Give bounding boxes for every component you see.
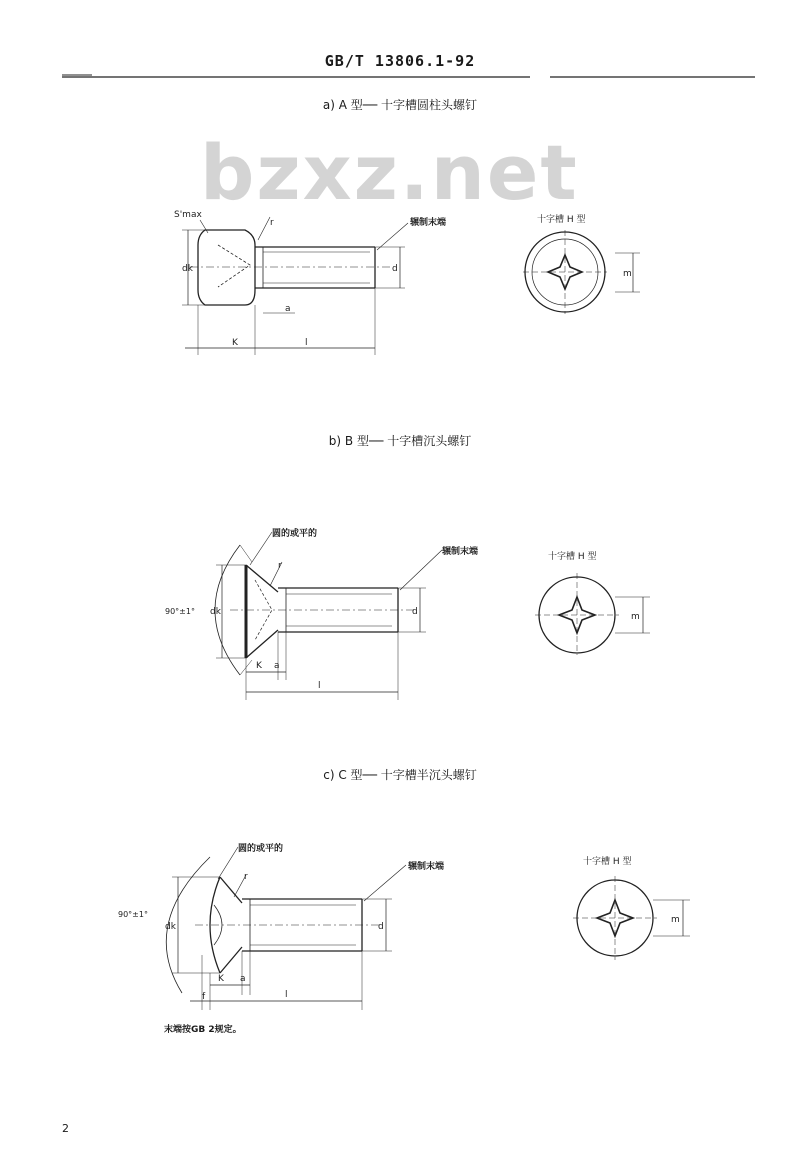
label-a: a bbox=[274, 661, 280, 671]
label-r: r bbox=[270, 218, 274, 228]
label-angle: 90°±1° bbox=[118, 910, 148, 919]
label-d: d bbox=[392, 264, 398, 274]
figure-a-caption: a) A 型── 十字槽圆柱头螺钉 bbox=[322, 98, 478, 112]
label-s-max: S'max bbox=[174, 210, 202, 220]
figure-c-side-view bbox=[110, 835, 460, 1015]
figure-c-top-view bbox=[565, 850, 705, 960]
label-m: m bbox=[623, 269, 632, 279]
figure-b-caption: b) B 型── 十字槽沉头螺钉 bbox=[328, 434, 472, 448]
standard-code: GB/T 13806.1-92 bbox=[324, 52, 476, 70]
round-or-flat-note: 圆的或平的 bbox=[272, 529, 318, 539]
end-note: 辗制末端 bbox=[410, 218, 447, 228]
label-f: f bbox=[202, 992, 206, 1002]
label-k: K bbox=[232, 338, 238, 348]
footnote: 末端按GB 2规定。 bbox=[164, 1025, 242, 1035]
label-angle: 90°±1° bbox=[165, 607, 195, 616]
label-dk: dk bbox=[165, 922, 176, 932]
round-or-flat-note: 圆的或平的 bbox=[238, 844, 284, 854]
watermark: bzxz.net bbox=[200, 128, 579, 217]
figure-b-top-view bbox=[515, 545, 655, 655]
label-a: a bbox=[285, 304, 291, 314]
label-l: l bbox=[285, 990, 288, 1000]
label-d: d bbox=[378, 922, 384, 932]
figure-a-side-view bbox=[160, 195, 470, 365]
end-note: 辗制末端 bbox=[408, 862, 445, 872]
header-rule bbox=[0, 0, 800, 100]
recess-label: 十字槽 H 型 bbox=[537, 215, 586, 225]
label-r: r bbox=[244, 872, 248, 882]
label-l: l bbox=[318, 681, 321, 691]
label-dk: dk bbox=[182, 264, 193, 274]
end-note: 辗制末端 bbox=[442, 547, 479, 557]
label-d: d bbox=[412, 607, 418, 617]
label-m: m bbox=[631, 612, 640, 622]
page-number: 2 bbox=[62, 1122, 69, 1135]
recess-label: 十字槽 H 型 bbox=[583, 857, 632, 867]
label-dk: dk bbox=[210, 607, 221, 617]
label-m: m bbox=[671, 915, 680, 925]
figure-c-caption: c) C 型── 十字槽半沉头螺钉 bbox=[323, 768, 477, 782]
label-a: a bbox=[240, 974, 246, 984]
recess-label: 十字槽 H 型 bbox=[548, 552, 597, 562]
figure-b-side-view bbox=[160, 520, 479, 705]
label-l: l bbox=[305, 338, 308, 348]
label-k: K bbox=[256, 661, 262, 671]
figure-a-top-view bbox=[515, 210, 655, 320]
label-k: K bbox=[218, 974, 224, 984]
label-r: r bbox=[278, 561, 282, 571]
